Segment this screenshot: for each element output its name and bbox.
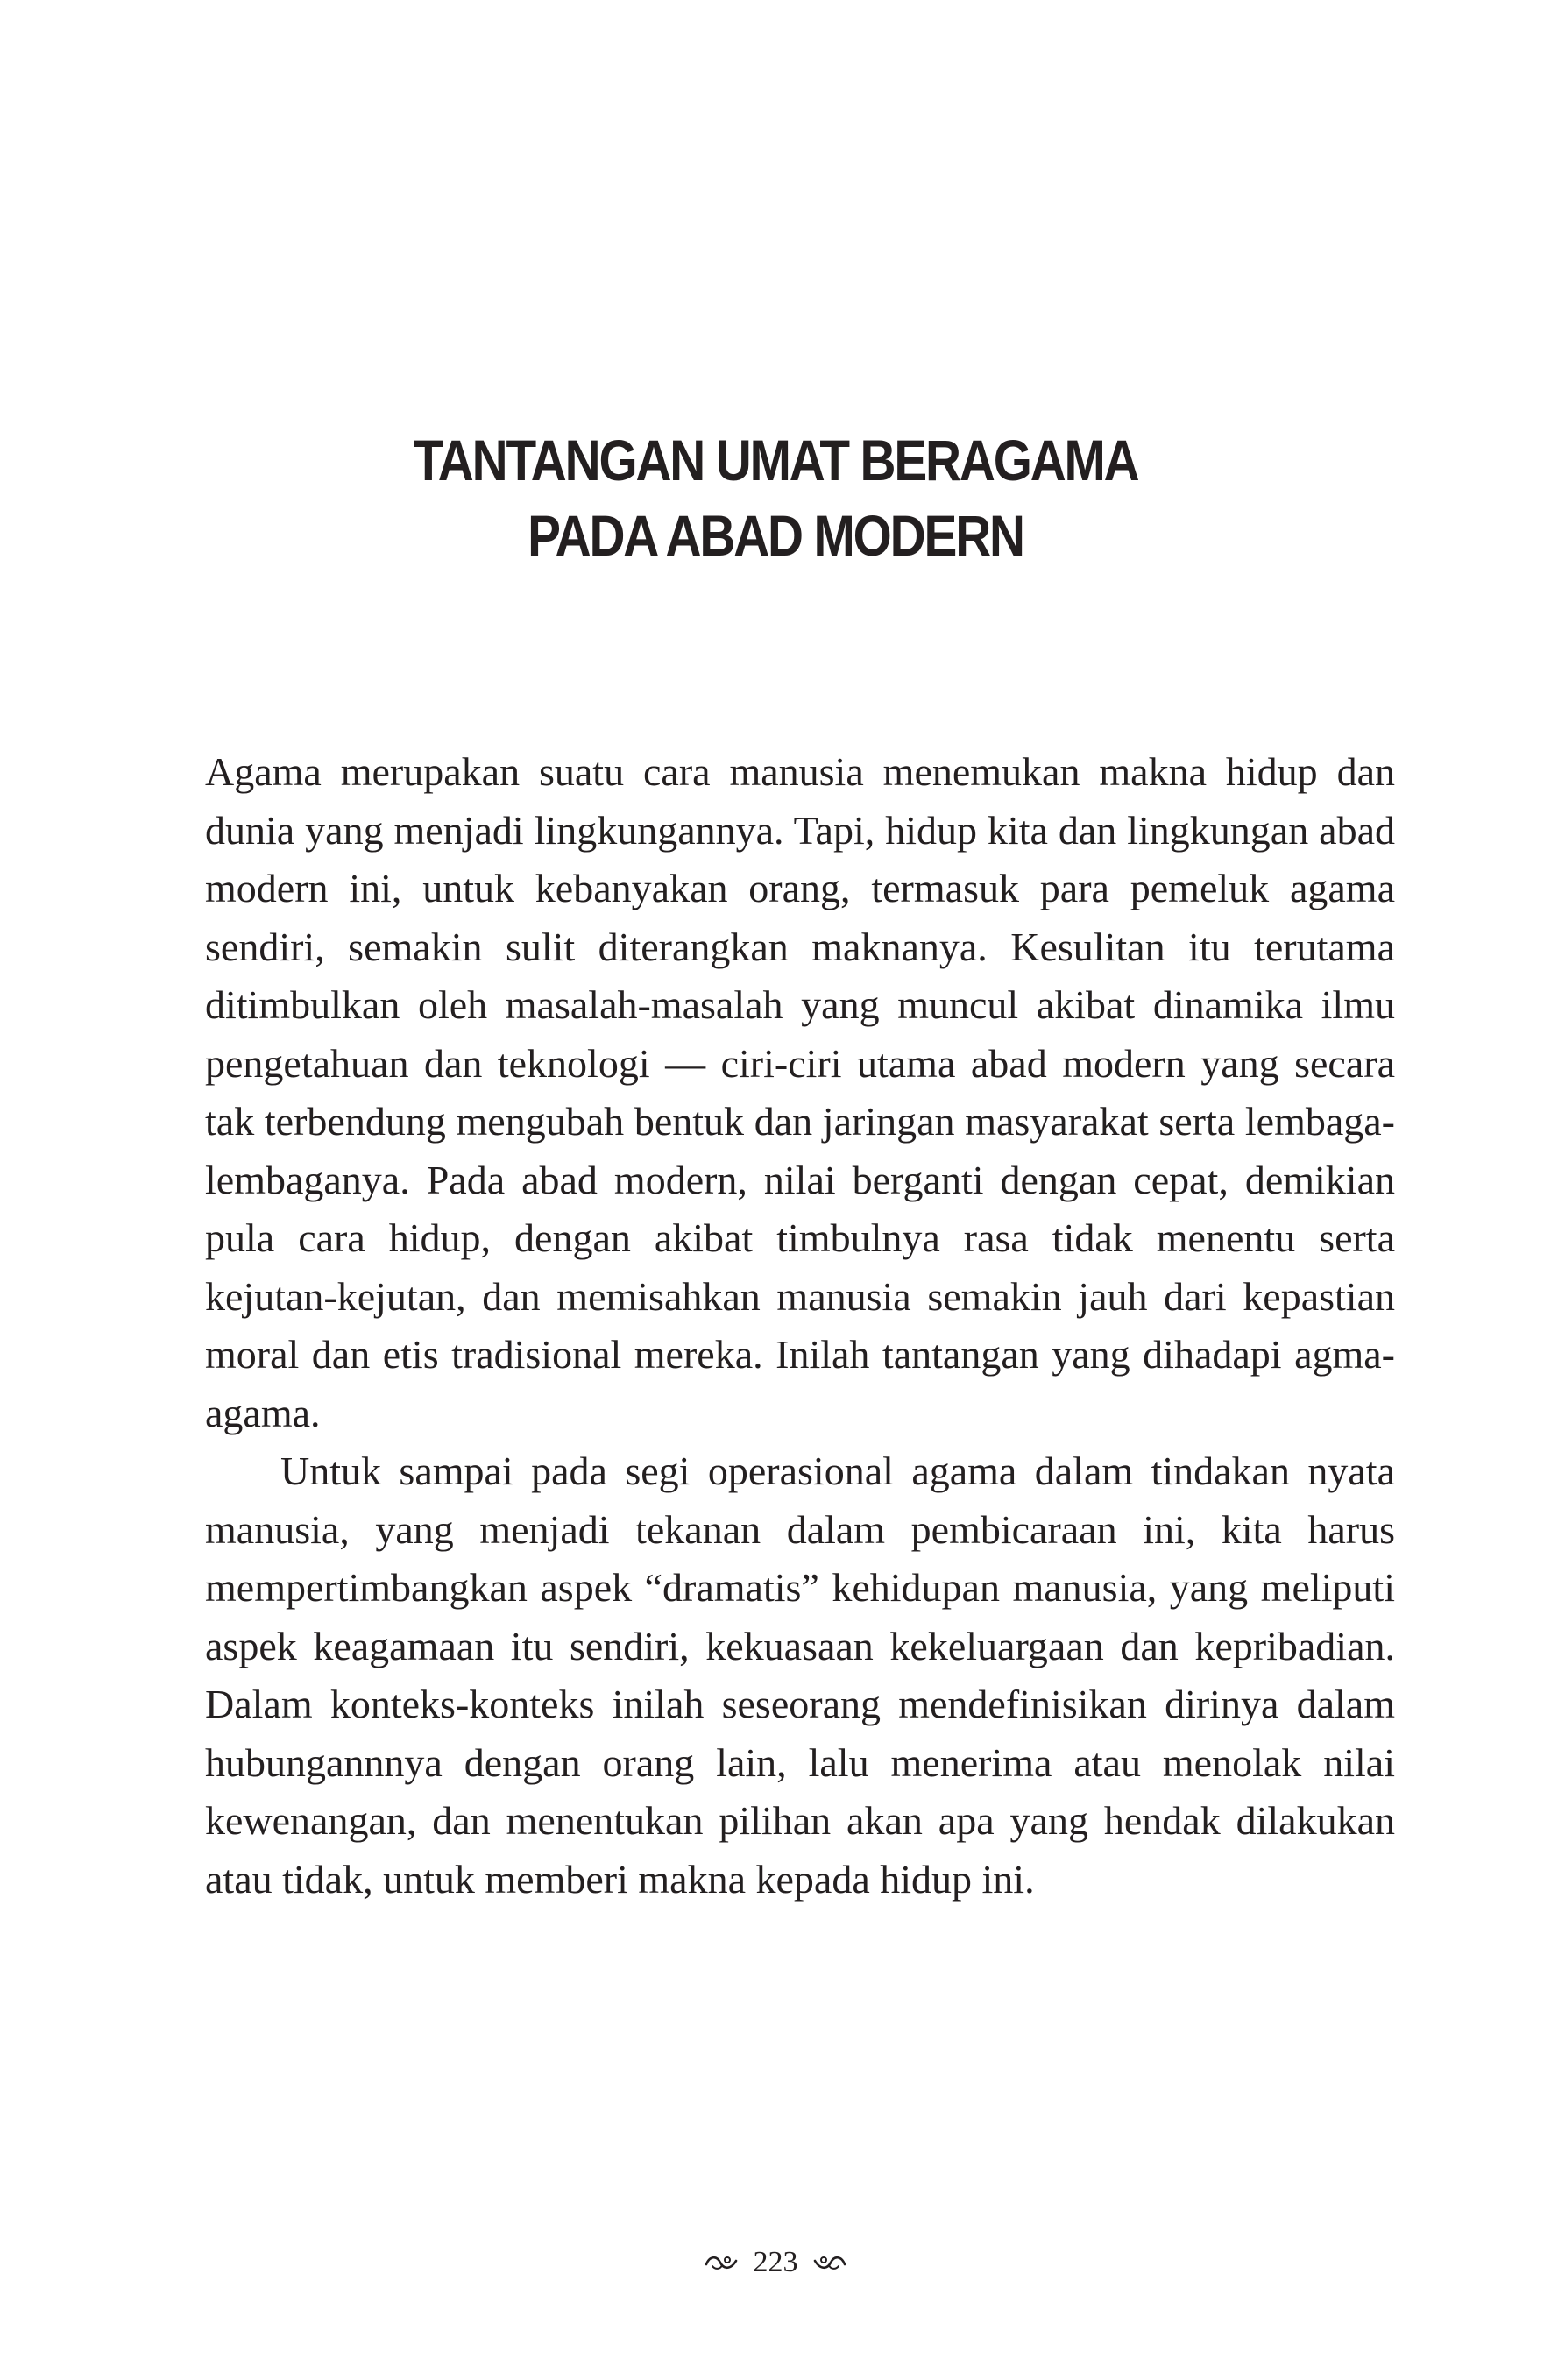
page-number: 223	[753, 2246, 798, 2279]
chapter-title-line-2: PADA ABAD MODERN	[528, 503, 1023, 568]
left-fleuron-icon	[704, 2253, 739, 2272]
chapter-title	[109, 422, 1442, 573]
body-text	[205, 743, 1395, 1909]
right-fleuron-icon	[812, 2253, 847, 2272]
page-footer	[0, 2243, 1551, 2280]
chapter-title-line-1: TANTANGAN UMAT BERAGAMA	[413, 428, 1138, 492]
paragraph-1: Agama merupakan suatu cara manusia menemukan makna hidup dan dunia yang menjadi lingkungannya. Tapi, hidup kita dan lingkungan abad modern ini, untuk kebanyakan orang, termasuk para pemeluk agama sendiri, semakin sulit diterangkan maknanya. Kesulitan itu terutama ditimbulkan oleh masalah-masalah yang muncul akibat dinamika ilmu pengetahuan dan teknologi — ciri-ciri utama abad modern yang secara tak terbendung mengubah bentuk dan jaringan masyarakat serta lembaga-lembaganya. Pada abad modern, nilai berganti dengan cepat, demikian pula cara hidup, dengan akibat timbulnya rasa tidak menentu serta kejutan-kejutan, dan memisahkan manusia semakin jauh dari kepastian moral dan etis tradisional mereka. Inilah tantangan yang dihadapi agma-agama.	[205, 749, 1395, 1435]
paragraph-2: Untuk sampai pada segi operasional agama dalam tindakan nyata manusia, yang menjadi tekanan dalam pembicaraan ini, kita harus mempertimbangkan aspek “dramatis” kehidupan manusia, yang meliputi aspek keagamaan itu sendiri, kekuasaan kekeluargaan dan kepribadian. Dalam konteks-konteks inilah seseorang mendefinisikan dirinya dalam hubungannnya dengan orang lain, lalu menerima atau menolak nilai kewenangan, dan menentukan pilihan akan apa yang hendak dilakukan atau tidak, untuk memberi makna kepada hidup ini.	[205, 1449, 1395, 1902]
